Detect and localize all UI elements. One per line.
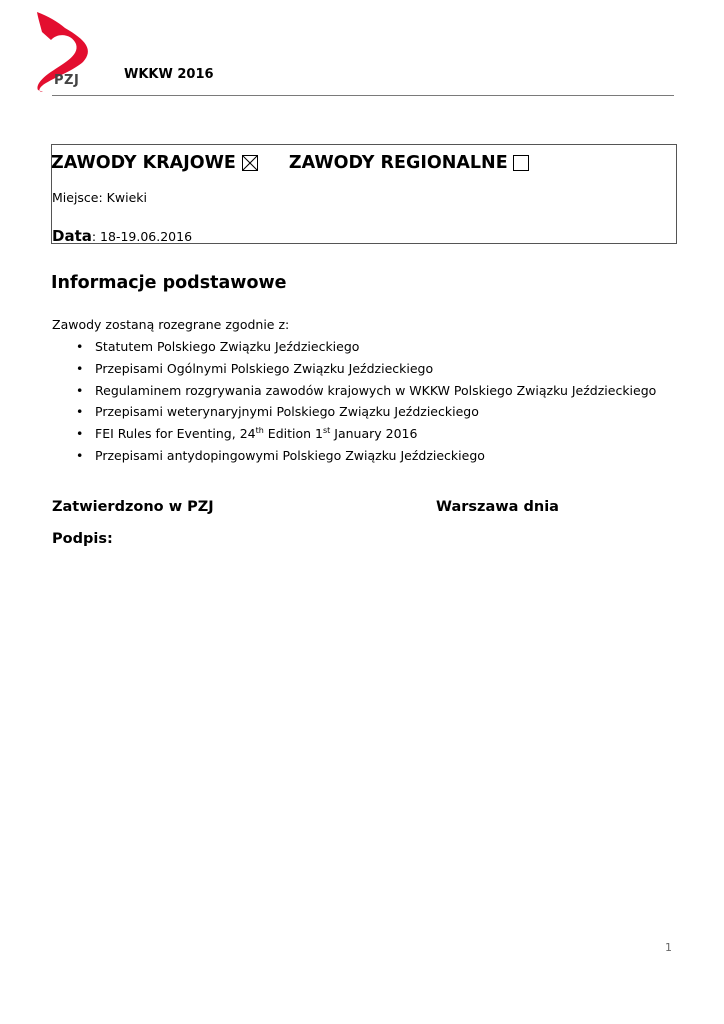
date-label: Data — [52, 227, 92, 245]
fei-rule-sup: th — [255, 426, 264, 436]
competition-type-line — [51, 153, 529, 173]
list-item: • Przepisami Ogólnymi Polskiego Związku Jeździeckiego — [72, 359, 656, 381]
fei-rule-part: Edition 1 — [263, 426, 323, 442]
fei-rule-sup: st — [322, 426, 331, 436]
approved-label: Zatwierdzono w PZJ — [52, 499, 214, 515]
regional-checkbox-empty-icon[interactable] — [513, 155, 529, 171]
list-item: • Regulaminem rozgrywania zawodów krajowych w WKKW Polskiego Związku Jeździeckiego — [72, 381, 656, 403]
header-divider — [52, 95, 674, 96]
list-item — [72, 424, 656, 446]
national-competition-label: ZAWODY KRAJOWE — [51, 153, 236, 173]
list-item: • Przepisami antydopingowymi Polskiego Związku Jeździeckiego — [72, 446, 656, 468]
section-title: Informacje podstawowe — [51, 273, 287, 293]
rules-intro: Zawody zostaną rozegrane zgodnie z: — [52, 317, 290, 332]
logo-text: PZJ — [54, 73, 80, 88]
list-item: • Przepisami weterynaryjnymi Polskiego Związku Jeździeckiego — [72, 402, 656, 424]
fei-rule-part: FEI Rules for Eventing, 24 — [95, 426, 256, 442]
warsaw-date-label: Warszawa dnia — [436, 499, 559, 515]
signature-label: Podpis: — [52, 531, 113, 547]
fei-rule-part: January 2016 — [330, 426, 418, 442]
date-value: : 18-19.06.2016 — [91, 229, 193, 244]
competition-date — [52, 227, 192, 245]
rules-list — [72, 337, 656, 468]
pzj-logo — [34, 10, 96, 92]
list-item: • Statutem Polskiego Związku Jeździeckiego — [72, 337, 656, 359]
header-title: WKKW 2016 — [124, 67, 214, 82]
regional-competition-label: ZAWODY REGIONALNE — [288, 153, 508, 173]
page-number: 1 — [665, 941, 672, 954]
national-checkbox-checked-icon[interactable] — [242, 155, 258, 171]
competition-place: Miejsce: Kwieki — [52, 190, 147, 205]
